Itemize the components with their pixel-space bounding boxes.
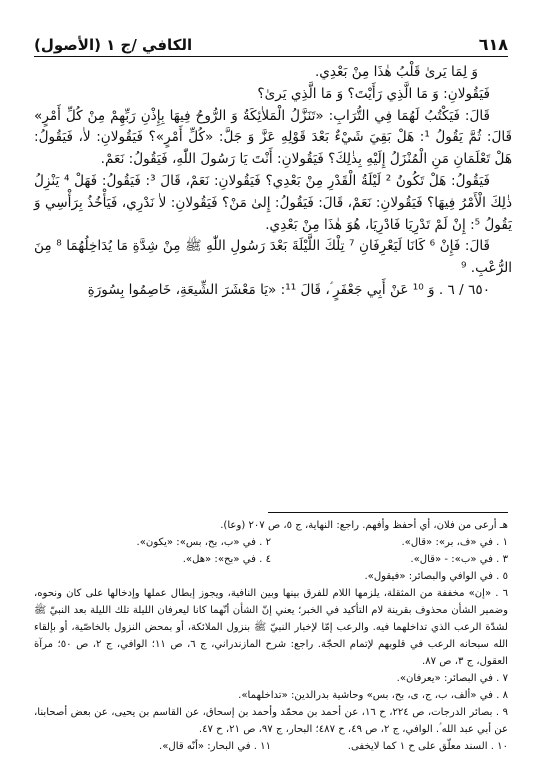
- footnote-4: ٤ . في «بح»: «هل».: [182, 554, 271, 565]
- footnote-row: [34, 738, 508, 755]
- footnote-8: ٨ . في «ألف، ب، ج، ى، بح، بس» وحاشية بدرالدين: «تداخلهما».: [238, 690, 508, 701]
- footnote-5: ٥ . في الوافي والبصائر: «فيقول».: [364, 571, 508, 582]
- footnote-6: ٦ . «إن» مخففة من المثقلة، يلزمها اللام للفرق بينها وبين النافية، ويجوز إبطال عملها وإدخالها على كان ونحوه، وضمير الشأن محذوف بقرينة لام التأكيد في الخبر؛ يعني إنّ الشأن أنّهما كانا ليعرفان الليلة تلك الليلة بعد النبيّ ﷺ لشدّة الرعب الذي تداخلهما فيه. والرعب إمّا لإخبار النبيّ ﷺ بنزول الملائكة، أو بمحض النزول بالخاصّية، أو بإلقاء الله سبحانه الرعب في قلوبهم لإتمام الحجّة. راجع: شرح المازندراني، ج ٦، ص ١١؛ الوافي، ج ٢، ص ٥٠؛ مرآة العقول، ج ٣، ص ٨٧.: [34, 588, 508, 667]
- footnote-10: ١٠ . السند معلّق على ح ١ كما لايخفى.: [347, 741, 508, 752]
- footnote-7: ٧ . في البصائر: «يعرفان».: [396, 673, 508, 684]
- page-header: [34, 32, 508, 54]
- hadith-650: ٦٥٠ / ٦ . وَ ¹⁰ عَنْ أَبِي جَعْفَرٍ ؑ، قَالَ ¹¹: «يَا مَعْشَرَ الشِّيعَةِ، خَاصِمُوا بِسُورَةِ: [87, 281, 490, 298]
- page-number: ٦١٨: [478, 35, 508, 54]
- footnote-11: ١١ . في البحار: «أنّه قال».: [159, 741, 271, 752]
- paragraph-5: قَالَ: فَإِنْ ⁶ كَانَا لَيَعْرِفَانِ ⁷ تِلْكَ اللَّيْلَةَ بَعْدَ رَسُولِ اللّٰهِ ﷺ مِنْ شِدَّةِ مَا يُدَاخِلُهُمَا ⁸ مِنَ الرُّعْبِ. ⁹: [34, 238, 512, 277]
- footnote-2: ٢ . في «ب، بح، بس»: «يكون».: [136, 537, 271, 548]
- header-rule: [34, 56, 508, 57]
- footnote-row: [34, 534, 508, 551]
- footnotes: [34, 517, 508, 755]
- paragraph-3: قَالَ: فَيَكْتُبُ لَهُمَا فِي التُّرَابِ: «تَنَزَّلُ الْمَلاٰئِكَةُ وَ الرُّوحُ فِيهَا بِإِذْنِ رَبِّهِمْ مِنْ كُلِّ أَمْرٍ» قَالَ: ثُمَّ يَقُولُ ¹: هَلْ بَقِيَ شَيْءٌ بَعْدَ قَوْلِهِ عَزَّ وَ جَلَّ: «كُلِّ أَمْرٍ»؟ فَيَقُولانِ: لاٰ، فَيَقُولُ: هَلْ تَعْلَمَانِ مَنِ الْمُنْزَلُ إِلَيْهِ بِذٰلِكَ؟ فَيَقُولانِ: أَنْتَ يَا رَسُولَ اللّٰهِ، فَيَقُولُ: نَعَمْ.: [34, 107, 512, 168]
- running-title: الكافي /ج ١ (الأصول): [34, 36, 193, 54]
- footnote-1: ١ . في «ف، بر»: «قال».: [401, 537, 508, 548]
- footnote-row: [34, 551, 508, 568]
- footnote-3: ٣ . في «ب»: - «قال».: [410, 554, 508, 565]
- paragraph-4: فَيَقُولُ: هَلْ تَكُونُ ² لَيْلَةُ الْقَدْرِ مِنْ بَعْدِي؟ فَيَقُولانِ: نَعَمْ، قَالَ ³: فَيَقُولُ: فَهَلْ ⁴ يَنْزِلُ ذٰلِكَ الْأَمْرُ فِيهَا؟ فَيَقُولانِ: نَعَمْ، قَالَ: فَيَقُولُ: إِلىٰ مَنْ؟ فَيَقُولانِ: لاٰ نَدْرِي، فَيَأْخُذُ بِرَأْسِي وَ يَقُولُ ⁵: إِنْ لَمْ تَدْرِيَا فَادْرِيَا، هُوَ هٰذَا مِنْ بَعْدِي.: [34, 172, 512, 233]
- main-text: [34, 62, 512, 302]
- footnote-9: ٩ . بصائر الدرجات، ص ٢٢٤، ح ١٦، عن أحمد بن محمّد وأحمد بن إسحاق، عن القاسم بن يحيى، عن بعض أصحابنا، عن أبي عبد الله ؑ. الوافي، ج ٢، ص ٤٩، ح ٤٨٧؛ البحار، ج ٩٧، ص ٢١، ح ٤٧.: [34, 707, 508, 735]
- paragraph-2: فَيَقُولانِ: وَ مَا الَّذِي رَأَيْتَ؟ وَ مَا الَّذِي يَرىٰ؟: [257, 85, 490, 102]
- footnote-separator: [268, 512, 508, 513]
- paragraph-1: وَ لِمَا يَرىٰ قَلْبُ هٰذَا مِنْ بَعْدِي.: [314, 64, 478, 80]
- footnote-prev: هـ أرعى من فلان، أي أحفظ وأفهم. راجع: النهاية، ج ٥، ص ٢٠٧ (وعا).: [220, 520, 508, 531]
